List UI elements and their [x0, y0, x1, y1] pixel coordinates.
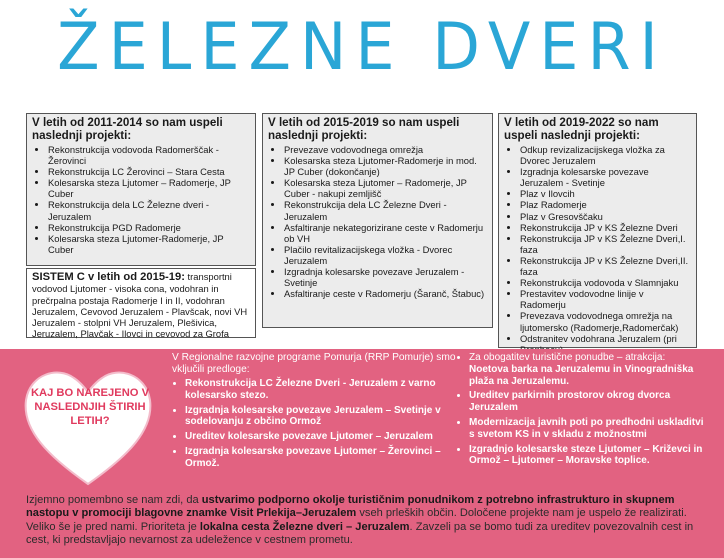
list-item: • Asfaltiranje ceste v Radomerju (Šaranč, Štabuc)	[284, 288, 487, 299]
project-list	[268, 144, 487, 299]
list-item: • Plaz Radomerje	[520, 199, 691, 210]
list-item: • Plačilo revitalizacijskega vložka - Dvorec Jeruzalem	[284, 244, 487, 266]
box-heading: V letih od 2011-2014 so nam uspeli naslednji projekti:	[32, 116, 223, 142]
project-list	[504, 144, 691, 355]
projects-2019-2022-box	[498, 113, 697, 348]
box-heading: V letih od 2015-2019 so nam uspeli naslednji projekti:	[268, 116, 460, 142]
summary-text: Izjemno pomembno se nam zdi, da	[26, 494, 202, 506]
list-item: • Modernizacija javnih poti po predhodni uskladitvi s svetom KS in v skladu z možnostmi	[469, 417, 706, 441]
list-item: • Plaz v Ilovcih	[520, 188, 691, 199]
plans-left-column	[172, 352, 464, 473]
list-item: • Rekonstrukcija JP v KS Železne Dveri,II. faza	[520, 255, 691, 277]
list-item: • Rekonstrukcija JP v KS Železne Dveri,I. faza	[520, 233, 691, 255]
list-item: • Ureditev kolesarske povezave Ljutomer – Jeruzalem	[185, 431, 464, 443]
list-item: • Prevezava vodovodnega omrežja na ljutomersko (Radomerje,Radomerčak)	[520, 310, 691, 332]
list-item: • Kolesarska steza Ljutomer – Radomerje, JP Cuber - nakupi zemljišč	[284, 177, 487, 199]
list-item: • Rekonstrukcija JP v KS Železne Dveri	[520, 222, 691, 233]
plans-list	[456, 352, 706, 467]
box-heading: V letih od 2019-2022 so nam uspeli naslednji projekti:	[504, 116, 659, 142]
list-item: • Odkup revizalizacijskega vložka za Dvorec Jeruzalem	[520, 144, 691, 166]
list-item: • Izgradnja kolesarske povezave Jeruzalem - Svetinje	[284, 266, 487, 288]
projects-2015-2019-box	[262, 113, 493, 328]
list-item: • Asfaltiranje nekategoriziranе ceste v Radomerju ob VH	[284, 222, 487, 244]
list-item: • Rekonstrukcija LC Železne Dveri - Jeruzalem z varno kolesarsko stezo.	[185, 378, 464, 402]
list-item: • Rekonstrukcija dela LC Železne Dveri - Jeruzalem	[284, 199, 487, 221]
list-item: • Rekonstrukcija LC Žerovinci – Stara Cesta	[48, 166, 250, 177]
heart-question: KAJ BO NAREJENO V NASLEDNJIH ŠTIRIH LETIH?	[30, 387, 150, 428]
page-title: ŽELEZNE DVERI	[57, 8, 667, 85]
list-item: • Ureditev parkirnih prostorov okrog dvorca Jeruzalem	[469, 390, 706, 414]
plans-intro: Za obogatitev turistične ponudbe – atrakcija:	[469, 352, 666, 363]
summary-highlight: ustvarimo podporno okolje turističnim ponudnikom z potrebno infrastrukturo in skupnem nastopu v promociji blagovne znamke Visit Prlekija–Jeruzalem	[26, 494, 675, 520]
list-item: • Izgradnjo kolesarske steze Ljutomer – Križevci in Ormož – Ljutomer – Moravske toplice.	[469, 444, 706, 468]
system-c-box	[26, 268, 256, 338]
projects-2011-2014-box	[26, 113, 256, 266]
plans-list	[172, 378, 464, 470]
list-item: • Rekonstrukcija vodovoda Radomerščak - Žerovinci	[48, 144, 250, 166]
system-c-heading: SISTEM C v letih od 2015-19:	[32, 271, 185, 283]
list-item: • Plaz v Gresovščaku	[520, 211, 691, 222]
plans-right-column	[456, 352, 706, 470]
list-item: • Prestavitev vodovodne linije v Radomerju	[520, 288, 691, 310]
plans-intro: V Regionalne razvojne programe Pomurja (RRP Pomurje) smo vključili predloge:	[172, 352, 456, 375]
list-item: • Rekonstrukcija vodovoda v Slamnjaku	[520, 277, 691, 288]
list-item: • Prevezave vodovodnega omrežja	[284, 144, 487, 155]
summary-text: vseh prleških občin. Določene projekte nam je uspelo že realizirati. Veliko še je pred nami. Prioriteta je	[26, 507, 687, 533]
summary-paragraph	[26, 494, 706, 547]
list-item: • Izgradnja kolesarske povezave Jeruzalem - Svetinje	[520, 166, 691, 188]
list-item: • Rekonstrukcija dela LC Železne dveri - Jeruzalem	[48, 199, 250, 221]
project-list	[32, 144, 250, 255]
list-item: • Odstranitev vodohrana Jeruzalem (pri	[520, 333, 691, 355]
list-item: • Izgradnja kolesarske povezave Jeruzalem – Svetinje v sodelovanju z občino Ormož	[185, 405, 464, 429]
list-item: • Kolesarska steza Ljutomer-Radomerje, JP Cuber	[48, 233, 250, 255]
system-c-text: transportni vodovod Ljutomer - visoka cona, vodohran in prečrpalna postaja Radomerje I in II, vodohran Jeruzalem, Cevovod Jeruzalem - Plavšcak, novi VH Jeruzalem - stolpni VH Jeruzalem, Plešivica, Jeruzalem, Plavčak - Ilovci in cevovod za Grofa	[32, 271, 248, 340]
list-item: • Izgradnja kolesarske povezave Ljutomer – Žerovinci – Ormož.	[185, 446, 464, 470]
list-item: • Kolesarska steza Ljutomer-Radomerje in mod. JP Cuber (dokončanje)	[284, 155, 487, 177]
list-item: • Rekonstrukcija PGD Radomerje	[48, 222, 250, 233]
attraction-text: Noetova barka na Jeruzalemu in Vinogradniška plaža na Jeruzalemu.	[469, 363, 694, 387]
summary-text: . Zavzeli pa se bomo tudi za ureditev povezovalnih cest in cest, ki predstavljajo nevarnost za udeležence v cestnem prometu.	[26, 520, 694, 546]
summary-highlight: lokalna cesta Železne dveri – Jeruzalem	[199, 520, 410, 533]
list-item	[469, 352, 706, 387]
list-item: • Kolesarska steza Ljutomer – Radomerje, JP Cuber	[48, 177, 250, 199]
